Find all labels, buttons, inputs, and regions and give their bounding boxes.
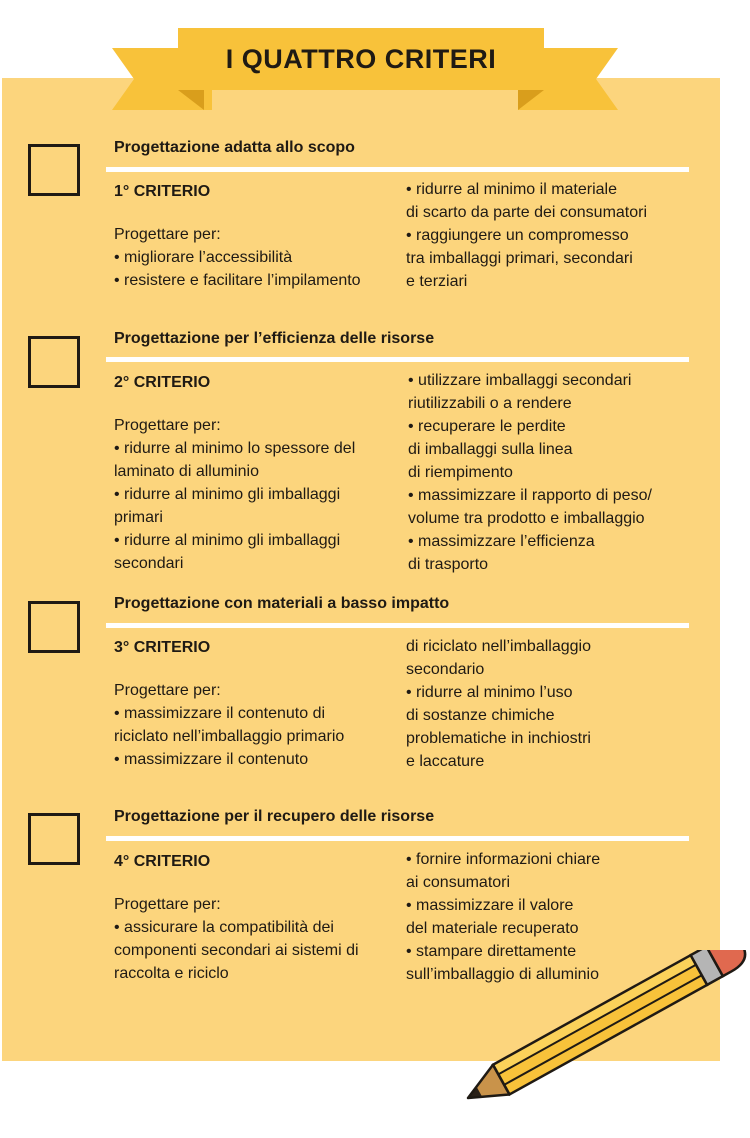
text-line: • ridurre al minimo il materiale xyxy=(406,181,617,198)
text-line: di riciclato nell’imballaggio xyxy=(406,638,591,655)
page-title: I QUATTRO CRITERI xyxy=(225,43,497,74)
text-line: • massimizzare il contenuto xyxy=(114,751,309,768)
section-2-right-column xyxy=(408,369,652,576)
text-line: • resistere e facilitare l’impilamento xyxy=(114,272,361,289)
section-4-divider xyxy=(106,836,689,841)
checkbox-section-3[interactable] xyxy=(28,601,80,653)
text-line: di trasporto xyxy=(408,556,489,573)
text-line: laminato di alluminio xyxy=(114,463,259,480)
text-line: riciclato nell’imballaggio primario xyxy=(114,728,345,745)
text-line: di sostanze chimiche xyxy=(406,707,555,724)
text-line: Progettare per: xyxy=(114,682,221,699)
text-line: • utilizzare imballaggi secondari xyxy=(408,372,632,389)
text-line: di imballaggi sulla linea xyxy=(408,441,573,458)
text-line: Progettare per: xyxy=(114,417,221,434)
text-line: di riempimento xyxy=(408,464,513,481)
text-line: tra imballaggi primari, secondari xyxy=(406,250,633,267)
text-line: • ridurre al minimo lo spessore del xyxy=(114,440,356,457)
text-line: secondario xyxy=(406,661,485,678)
section-4-criterion: 4° CRITERIO xyxy=(114,853,211,870)
text-line: volume tra prodotto e imballaggio xyxy=(408,510,645,527)
section-3-heading: Progettazione con materiali a basso impatto xyxy=(114,595,450,612)
title-banner xyxy=(178,28,544,90)
text-line: secondari xyxy=(114,555,184,572)
text-line: Progettare per: xyxy=(114,226,221,243)
text-line: componenti secondari ai sistemi di xyxy=(114,942,359,959)
text-line: • raggiungere un compromesso xyxy=(406,227,629,244)
section-4-left-column xyxy=(114,876,359,985)
section-3-divider xyxy=(106,623,689,628)
section-3-right-column xyxy=(406,635,591,773)
section-1-right-column xyxy=(406,178,647,293)
text-line: • massimizzare il valore xyxy=(406,897,574,914)
text-line: Progettare per: xyxy=(114,896,221,913)
text-line: • assicurare la compatibilità dei xyxy=(114,919,334,936)
section-3-left-column xyxy=(114,662,344,771)
text-line: • recuperare le perdite xyxy=(408,418,566,435)
checkbox-section-2[interactable] xyxy=(28,336,80,388)
text-line: • massimizzare il rapporto di peso/ xyxy=(408,487,652,504)
section-1-criterion: 1° CRITERIO xyxy=(114,183,211,200)
section-2-heading: Progettazione per l’efficienza delle risorse xyxy=(114,330,435,347)
section-1-heading: Progettazione adatta allo scopo xyxy=(114,139,355,156)
checkbox-section-4[interactable] xyxy=(28,813,80,865)
text-line: • migliorare l’accessibilità xyxy=(114,249,293,266)
text-line: del materiale recuperato xyxy=(406,920,579,937)
text-line: problematiche in inchiostri xyxy=(406,730,591,747)
text-line: • stampare direttamente xyxy=(406,943,577,960)
text-line: e laccature xyxy=(406,753,485,770)
text-line: • ridurre al minimo l’uso xyxy=(406,684,573,701)
text-line: riutilizzabili o a rendere xyxy=(408,395,572,412)
text-line: • fornire informazioni chiare xyxy=(406,851,601,868)
section-2-criterion: 2° CRITERIO xyxy=(114,374,211,391)
text-line: di scarto da parte dei consumatori xyxy=(406,204,648,221)
section-2-left-column xyxy=(114,397,355,575)
text-line: raccolta e riciclo xyxy=(114,965,229,982)
text-line: primari xyxy=(114,509,163,526)
section-4-heading: Progettazione per il recupero delle risorse xyxy=(114,808,435,825)
text-line: sull’imballaggio di alluminio xyxy=(406,966,599,983)
section-1-divider xyxy=(106,167,689,172)
text-line: ai consumatori xyxy=(406,874,511,891)
checkbox-section-1[interactable] xyxy=(28,144,80,196)
section-1-left-column xyxy=(114,206,361,292)
text-line: • ridurre al minimo gli imballaggi xyxy=(114,486,341,503)
text-line: • massimizzare il contenuto di xyxy=(114,705,326,722)
text-line: • ridurre al minimo gli imballaggi xyxy=(114,532,341,549)
text-line: • massimizzare l’efficienza xyxy=(408,533,595,550)
pencil-icon xyxy=(440,950,750,1120)
section-2-divider xyxy=(106,357,689,362)
text-line: e terziari xyxy=(406,273,468,290)
section-3-criterion: 3° CRITERIO xyxy=(114,639,211,656)
